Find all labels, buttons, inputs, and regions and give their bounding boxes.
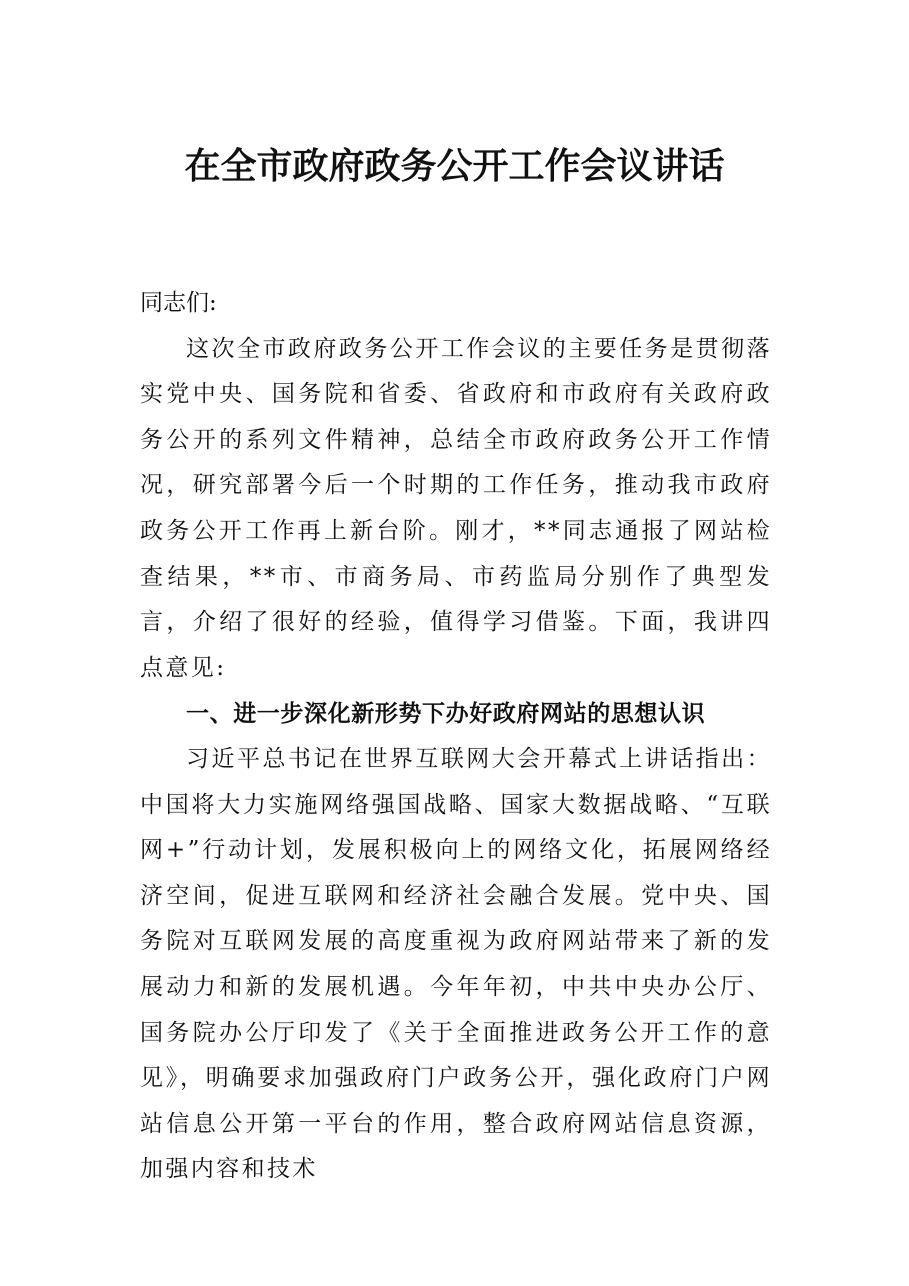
document-title: 在全市政府政务公开工作会议讲话 (184, 145, 725, 187)
section-heading: 一、进一步深化新形势下办好政府网站的思想认识 (186, 700, 706, 728)
document-body (140, 281, 772, 1193)
intro-paragraph: 这次全市政府政务公开工作会议的主要任务是贯彻落实党中央、国务院和省委、省政府和市政府有关政府政务公开的系列文件精神，总结全市政府政务公开工作情况，研究部署今后一个时期的工作任务，推动我市政府政务公开工作再上新台阶。刚才，**同志通报了网站检查结果，**市、市商务局、市药监局分别作了典型发言，介绍了很好的经验，值得学习借鉴。下面，我讲四点意见: (140, 335, 772, 681)
section-paragraph: 习近平总书记在世界互联网大会开幕式上讲话指出：中国将大力实施网络强国战略、国家大数据战略、“互联网+”行动计划，发展积极向上的网络文化，拓展网络经济空间，促进互联网和经济社会融合发展。党中央、国务院对互联网发展的高度重视为政府网站带来了新的发展动力和新的发展机遇。今年年初，中共中央办公厅、国务院办公厅印发了《关于全面推进政务公开工作的意见》，明确要求加强政府门户政务公开，强化政府门户网站信息公开第一平台的作用，整合政府网站信息资源，加强内容和技术 (140, 745, 772, 1183)
salutation: 同志们: (140, 290, 217, 316)
